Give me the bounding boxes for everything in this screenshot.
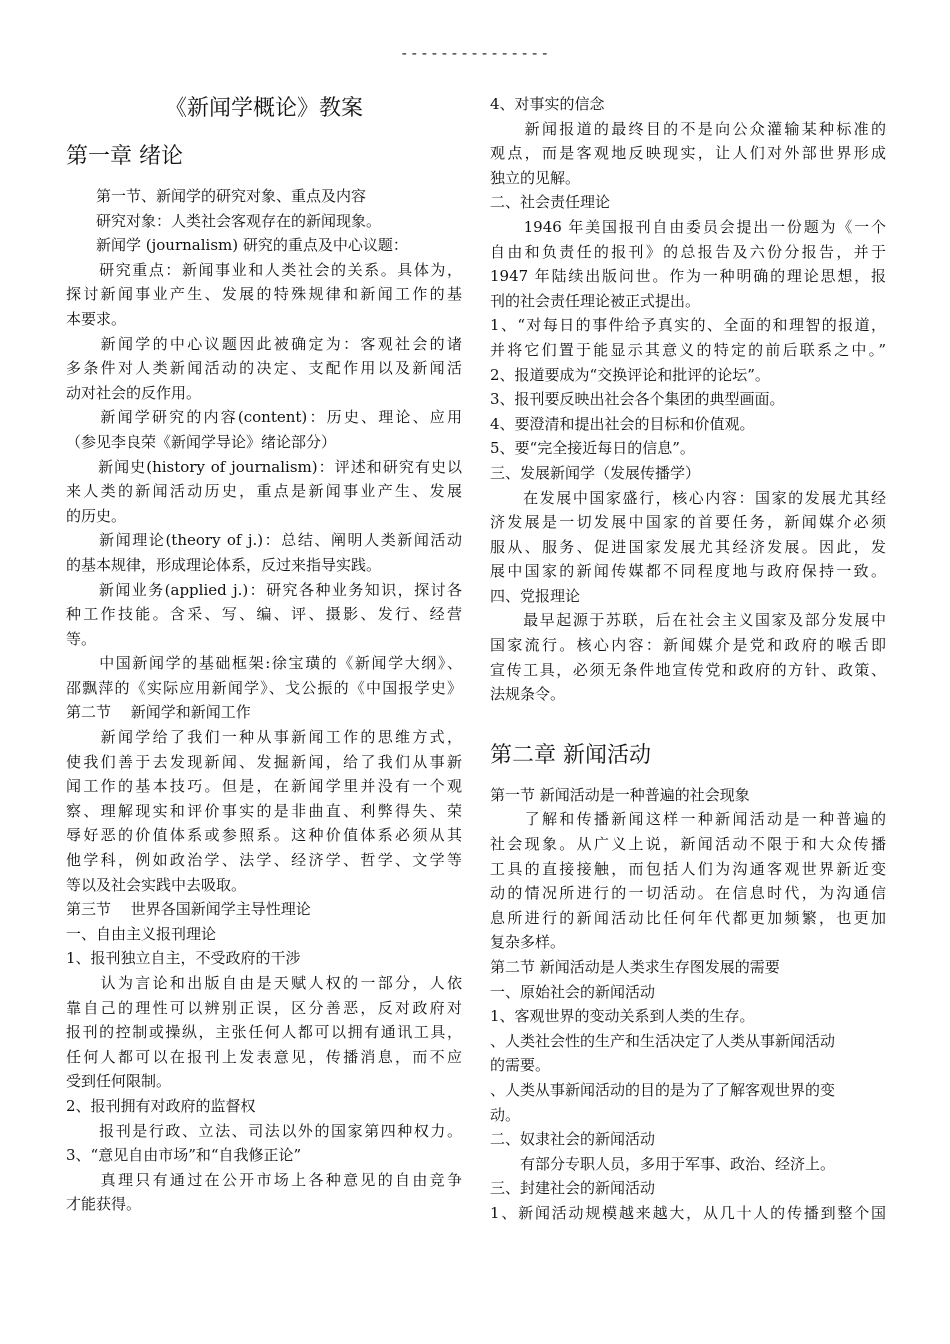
text-line: 研究重点：新闻事业和人类社会的关系。具体为， [66,260,462,279]
header-rule: --------------- [399,44,551,62]
text-line: 有部分专职人员，多用于军事、政治、经济上。 [490,1154,836,1173]
text-line: 等。 [66,629,97,648]
text-line: 种工作技能。含采、写、编、评、摄影、发行、经营 [66,605,462,624]
text-line: 第一节 新闻活动是一种普遍的社会现象 [490,785,750,804]
text-line: （参见李良荣《新闻学导论》绪论部分） [66,432,337,451]
text-line: 新闻学 (journalism) 研究的重点及中心议题： [66,236,408,255]
text-line: 展中国家的新闻传媒都不同程度地与政府保持一致。 [490,562,886,581]
text-line: 一、自由主义报刊理论 [66,924,217,943]
text-line: 观点，而是客观地反映现实，让人们对外部世界形成 [490,144,886,163]
text-line: 自由和负责任的报刊》的总报告及六份分报告，并于 [490,242,886,261]
text-line: 二、社会责任理论 [490,193,611,212]
text-line: 认为言论和出版自由是天赋人权的一部分，人依 [66,974,462,992]
text-line: 新闻学给了我们一种从事新闻工作的思维方式， [66,728,462,747]
text-line: 3、报刊要反映出社会各个集团的典型画面。 [490,390,785,409]
text-line: 息所进行的新闻活动比任何年代都更加频繁，也更加 [490,908,886,927]
text-line: 多条件对人类新闻活动的决定、支配作用以及新闻活 [66,359,462,378]
text-line: 二、奴隶社会的新闻活动 [490,1130,656,1149]
text-line: 中国新闻学的基础框架:徐宝璜的《新闻学大纲》、 [66,654,462,673]
text-line: 探讨新闻事业产生、发展的特殊规律和新闻工作的基 [66,285,462,304]
text-line: 2、报道要成为“交换评论和批评的论坛”。 [490,365,770,384]
text-line: 研究对象：人类社会客观存在的新闻现象。 [66,211,382,230]
text-line: 独立的见解。 [490,168,581,187]
text-line: 察、理解现实和评价事实的是非曲直、利弊得失、荣 [66,801,462,820]
text-line: 了解和传播新闻这样一种新闻活动是一种普遍的 [490,810,886,829]
text-line: 第三节 世界各国新闻学主导性理论 [66,900,311,919]
text-line: 第一节、新闻学的研究对象、重点及内容 [66,187,367,205]
text-line: 三、封建社会的新闻活动 [490,1179,656,1198]
text-line: 的基本规律，形成理论体系，反过来指导实践。 [66,555,382,574]
text-line: 服从、服务、促进国家发展尤其经济发展。因此，发 [490,537,886,556]
text-line: 工具的直接接触，而包括人们为沟通客观世界新近变 [490,859,886,878]
right-column [490,92,886,1226]
text-line: 任何人都可以在报刊上发表意见，传播消息，而不应 [66,1047,462,1066]
text-line: 第二节 新闻活动是人类求生存图发展的需要 [490,958,780,976]
text-line: 的历史。 [66,506,127,525]
text-line: 动对社会的反作用。 [66,383,202,402]
text-line: 四、党报理论 [490,586,581,605]
right-text-block-a [490,92,886,707]
text-line: 第二节 新闻学和新闻工作 [66,703,251,722]
text-line: 1、新闻活动规模越来越大，从几十人的传播到整个国 [490,1203,886,1222]
text-line: 辱好恶的价值体系或参照系。这种价值体系必须从其 [66,826,462,845]
text-line: 法规条令。 [490,685,566,704]
text-line: 真理只有通过在公开市场上各种意见的自由竞争 [66,1170,462,1189]
text-line: 1、“对每日的事件给予真实的、全面的和理智的报道， [490,316,886,335]
text-line: 靠自己的理性可以辨别正误，区分善恶，反对政府对 [66,998,462,1017]
text-line: 新闻报道的最终目的不是向公众灌输某种标准的 [490,119,886,138]
text-line: 报刊的控制或操纵，主张任何人都可以拥有通讯工具， [66,1023,462,1042]
text-line: 刊的社会责任理论被正式提出。 [490,291,701,310]
text-line: 闻工作的基本技巧。但是，在新闻学里并没有一个观 [66,777,462,796]
text-line: 1、报刊独立自主，不受政府的干涉 [66,949,301,968]
text-line: 的需要。 [490,1056,551,1075]
text-line: 、人类社会性的生产和生活决定了人类从事新闻活动 [490,1031,836,1050]
text-line: 他学科，例如政治学、法学、经济学、哲学、文学等 [66,851,462,870]
text-line: 新闻史(history of journalism)：评述和研究有史以 [66,457,462,476]
text-line: 4、要澄清和提出社会的目标和价值观。 [490,414,755,433]
left-column [66,92,462,1217]
text-line: 并将它们置于能显示其意义的特定的前后联系之中。” [490,340,886,359]
text-line: 新闻学的中心议题因此被确定为：客观社会的诸 [66,334,462,353]
text-line: 动。 [490,1105,521,1124]
text-line: 才能获得。 [66,1195,142,1214]
text-line: 新闻业务(applied j.)：研究各种业务知识，探讨各 [66,580,462,599]
text-line: 1947 年陆续出版问世。作为一种明确的理论思想，报 [490,267,886,286]
text-line: 1946 年美国报刊自由委员会提出一份题为《一个 [490,217,886,236]
text-line: 报刊是行政、立法、司法以外的国家第四种权力。 [66,1121,462,1140]
text-line: 、人类从事新闻活动的目的是为了了解客观世界的变 [490,1080,836,1099]
text-line: 新闻理论(theory of j.)：总结、阐明人类新闻活动 [66,531,462,550]
text-line: 济发展是一切发展中国家的首要任务，新闻媒介必须 [490,513,886,532]
text-line: 来人类的新闻活动历史，重点是新闻事业产生、发展 [66,482,462,501]
text-line: 3、“意见自由市场”和“自我修正论” [66,1146,302,1165]
text-line: 使我们善于去发现新闻、发掘新闻，给了我们从事新 [66,752,462,771]
text-line: 宣传工具，必须无条件地宣传党和政府的方针、政策、 [490,660,886,679]
left-text-block [66,184,462,1217]
text-line: 等以及社会实践中去吸取。 [66,875,247,894]
text-line: 国家流行。核心内容：新闻媒介是党和政府的喉舌即 [490,636,886,655]
chapter-2-heading: 第二章 新闻活动 [490,742,651,768]
text-line: 邵飘萍的《实际应用新闻学》、戈公振的《中国报学史》 [66,678,462,697]
text-line: 一、原始社会的新闻活动 [490,982,656,1001]
right-text-block-b [490,783,886,1226]
text-line: 在发展中国家盛行，核心内容：国家的发展尤其经 [490,488,886,507]
text-line: 复杂多样。 [490,933,566,952]
text-line: 4、对事实的信念 [490,95,605,113]
text-line: 最早起源于苏联，后在社会主义国家及部分发展中 [490,611,886,630]
text-line: 2、报刊拥有对政府的监督权 [66,1096,256,1115]
chapter-1-heading: 第一章 绪论 [66,144,183,169]
text-line: 5、要“完全接近每日的信息”。 [490,439,695,458]
text-line: 三、发展新闻学（发展传播学） [490,463,701,482]
text-line: 社会现象。从广义上说，新闻活动不限于和大众传播 [490,835,886,854]
text-line: 受到任何限制。 [66,1072,172,1091]
text-line: 动的情况所进行的一切活动。在信息时代，为沟通信 [490,884,886,903]
document-title: 《新闻学概论》教案 [164,96,363,121]
text-line: 新闻学研究的内容(content)：历史、理论、应用 [66,408,462,427]
text-line: 本要求。 [66,309,127,328]
text-line: 1、客观世界的变动关系到人类的生存。 [490,1007,755,1026]
